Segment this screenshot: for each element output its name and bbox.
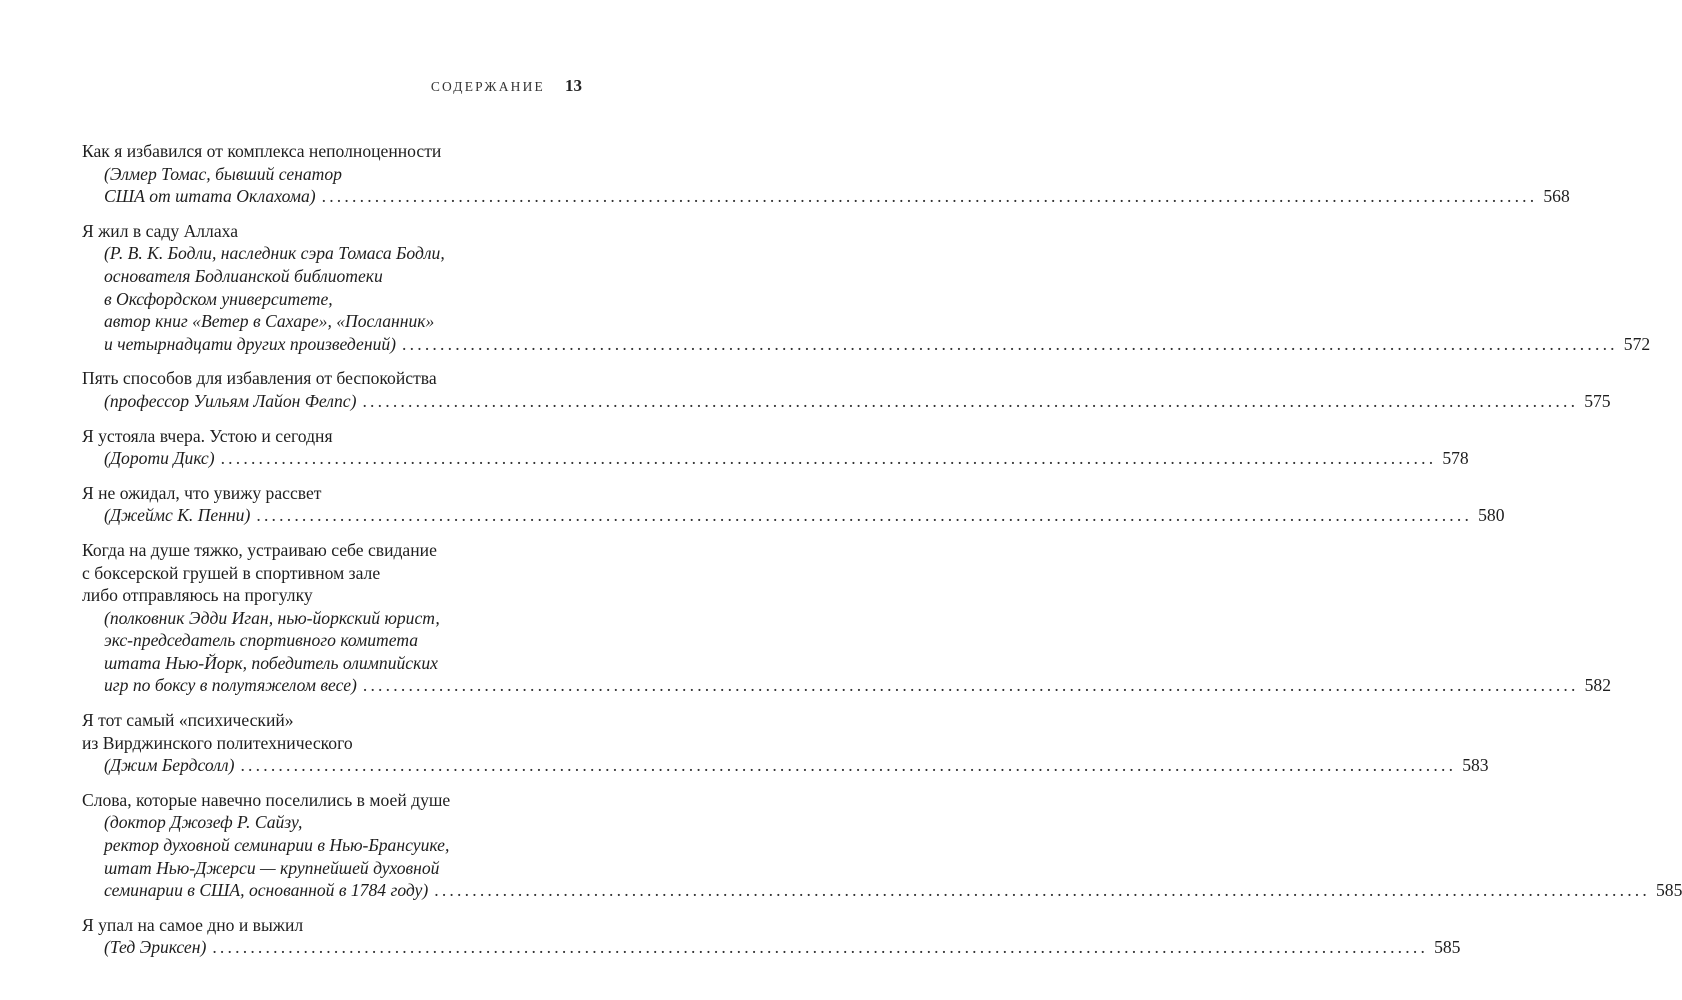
toc-entry-author-last-line <box>82 504 1505 527</box>
toc-entry-author-line: ректор духовной семинарии в Нью-Брансуике, <box>104 835 450 856</box>
dot-leader: ................................................................................................................................................................ <box>402 333 1618 354</box>
toc-entry-page-number: 575 <box>1584 390 1611 411</box>
toc-entry-author-line: основателя Бодлианской библиотеки <box>104 265 383 286</box>
toc-entry-author-line: (Дороти Дикс) <box>104 448 215 469</box>
toc-entry-title-line: Я устояла вчера. Устою и сегодня <box>82 425 333 446</box>
dot-leader: ................................................................................................................................................................ <box>240 755 1457 776</box>
toc-entry-author-line: (доктор Джозеф Р. Сайзу, <box>104 812 303 833</box>
toc-entry-author-last-line <box>82 674 1611 697</box>
toc-entry-author-last-line <box>82 879 1682 902</box>
toc-entry-author-last-line <box>82 754 1489 777</box>
dot-leader: ................................................................................................................................................................ <box>212 937 1429 958</box>
toc-entry-author-last-line <box>82 185 1570 208</box>
toc-entry-page-number: 585 <box>1655 880 1682 901</box>
toc-entry-title-line: Я жил в саду Аллаха <box>82 220 239 241</box>
toc-entry-title-line: Я тот самый «психический» <box>82 710 294 731</box>
toc-entry-author-line: (Джеймс К. Пенни) <box>104 505 251 526</box>
toc-entry-page-number: 582 <box>1584 675 1611 696</box>
toc-entry <box>82 367 1611 412</box>
toc-entry-title-line: Я упал на самое дно и выжил <box>82 914 304 935</box>
toc-entry <box>82 709 1489 777</box>
toc-entry-author-line: игр по боксу в полутяжелом весе) <box>104 675 357 696</box>
dot-leader: ................................................................................................................................................................ <box>321 186 1538 207</box>
toc-entry-page-number: 578 <box>1442 448 1469 469</box>
toc-entry-author-line: в Оксфордском университете, <box>104 288 333 309</box>
toc-entry-author-line: (Тед Эриксен) <box>104 937 207 958</box>
toc-entry-title-line: Слова, которые навечно поселились в моей душе <box>82 789 451 810</box>
toc-entry-author-last-line <box>82 390 1611 413</box>
dot-leader: ................................................................................................................................................................ <box>362 675 1579 696</box>
section-title: СОДЕРЖАНИЕ <box>430 79 545 94</box>
toc-entry <box>82 220 1651 356</box>
toc-entry-title-line: Когда на душе тяжко, устраиваю себе свидание <box>82 539 437 560</box>
dot-leader: ................................................................................................................................................................ <box>362 390 1579 411</box>
toc-entry-author-line: штат Нью-Джерси — крупнейшей духовной <box>104 857 440 878</box>
toc-entry-author-line: (полковник Эдди Иган, нью-йоркский юрист, <box>104 607 440 628</box>
toc-entry-author-line: (Элмер Томас, бывший сенатор <box>104 163 342 184</box>
toc-entry-title-line: либо отправляюсь на прогулку <box>82 585 313 606</box>
toc-entry-page-number: 585 <box>1434 937 1461 958</box>
toc-entry-page-number: 568 <box>1543 186 1570 207</box>
toc-entry-title-line: из Вирджинского политехнического <box>82 732 353 753</box>
toc-entry-author-line: экс-председатель спортивного комитета <box>104 630 419 651</box>
toc-entry-author-line: семинарии в США, основанной в 1784 году) <box>104 880 429 901</box>
table-of-contents <box>82 140 1682 971</box>
toc-entry-author-line: и четырнадцати других произведений) <box>104 333 397 354</box>
toc-entry-author-last-line <box>82 936 1461 959</box>
toc-entry <box>82 539 1611 697</box>
toc-entry-page-number: 572 <box>1623 333 1651 354</box>
toc-entry-author-line: (Джим Бердсолл) <box>104 755 235 776</box>
toc-entry-author-line: автор книг «Ветер в Сахаре», «Посланник» <box>104 311 435 332</box>
toc-entry-author-last-line <box>82 447 1469 470</box>
toc-entry <box>82 914 1461 959</box>
toc-entry <box>82 425 1469 470</box>
toc-entry-author-last-line <box>82 333 1651 356</box>
toc-entry-page-number: 580 <box>1478 505 1505 526</box>
toc-entry <box>82 140 1570 208</box>
toc-entry-author-line: штата Нью-Йорк, победитель олимпийских <box>104 652 438 673</box>
dot-leader: ................................................................................................................................................................ <box>220 448 1437 469</box>
toc-entry <box>82 482 1505 527</box>
toc-entry-author-line: (профессор Уильям Лайон Фелпс) <box>104 390 357 411</box>
dot-leader: ................................................................................................................................................................ <box>256 505 1473 526</box>
toc-entry-author-line: США от штата Оклахома) <box>104 186 316 207</box>
page-number: 13 <box>565 76 582 95</box>
running-head <box>360 76 582 100</box>
toc-entry-author-line: (Р. В. К. Бодли, наследник сэра Томаса Бодли, <box>104 243 445 264</box>
toc-entry <box>82 789 1682 902</box>
dot-leader: ................................................................................................................................................................ <box>434 880 1650 901</box>
toc-entry-title-line: Я не ожидал, что увижу рассвет <box>82 482 322 503</box>
toc-entry-title-line: с боксерской грушей в спортивном зале <box>82 562 381 583</box>
toc-entry-title-line: Как я избавился от комплекса неполноценности <box>82 141 442 161</box>
toc-entry-page-number: 583 <box>1462 755 1489 776</box>
toc-entry-title-line: Пять способов для избавления от беспокойства <box>82 368 437 389</box>
